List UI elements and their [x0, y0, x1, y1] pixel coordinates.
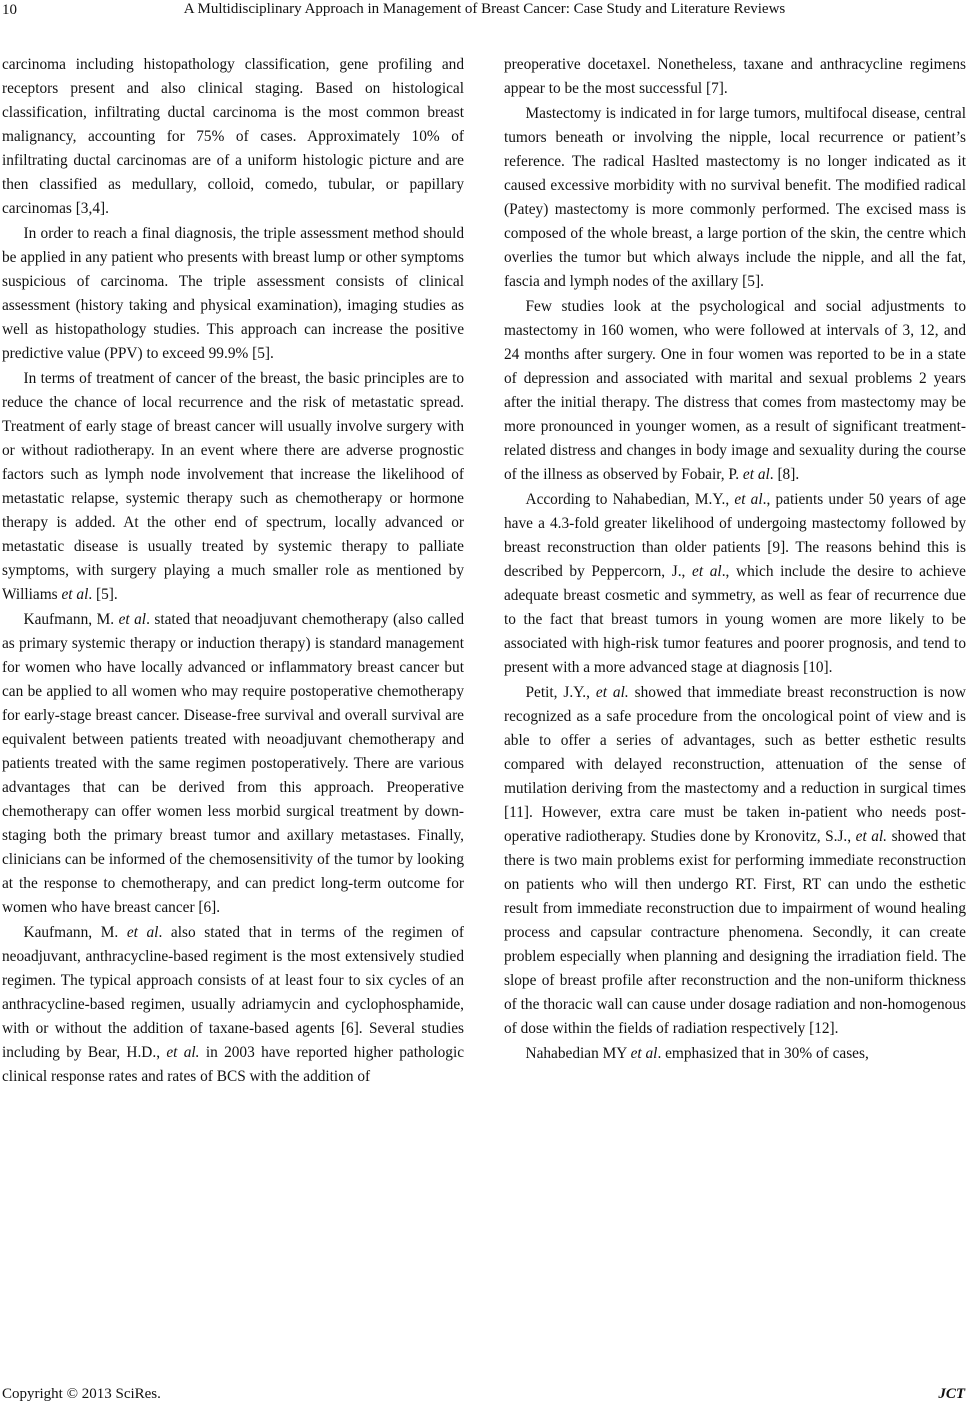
page-footer — [2, 1386, 965, 1410]
copyright: Copyright © 2013 SciRes. — [2, 1386, 161, 1402]
paragraph: In terms of treatment of cancer of the breast, the basic principles are to reduce the chance of local recurrence and the risk of metastatic spread. Treatment of early stage of breast cancer will usually involve surgery with or without radiotherapy. In an event where there are adverse prognostic factors such as lymph node involvement that increase the likelihood of metastatic relapse, systemic therapy such as chemotherapy or hormone therapy is added. At the other end of spectrum, locally advanced or metastatic disease is usually treated by systemic therapy to palliate symptoms, with surgery playing a much smaller role as mentioned by Williams et al. [5]. — [2, 369, 464, 604]
left-column — [2, 53, 464, 1090]
paragraph: Few studies look at the psychological and social adjustments to mastectomy in 160 women, who were followed at intervals of 3, 12, and 24 months after surgery. One in four women was reported to be in a state of depression and associated with marital and sexual problems 2 years after the initial therapy. The distress that comes from mastectomy may be more pronounced in younger women, as a result of significant treatment-related distress and changes in body image and sexuality during the course of the illness as observed by Fobair, P. et al. [8]. — [504, 297, 966, 483]
paragraph: Kaufmann, M. et al. also stated that in terms of the regimen of neoadjuvant, anthracycline-based regiment is the most extensively studied regimen. The typical approach consists of at least four to six cycles of an anthracycline-based regimen, usually adriamycin and cyclophosphamide, with or without the addition of taxane-based agents [6]. Several studies including by Bear, H.D., et al. in 2003 have reported higher pathologic clinical response rates and rates of BCS with the addition of — [2, 924, 465, 1086]
running-title: A Multidisciplinary Approach in Management of Breast Cancer: Case Study and Literature Reviews — [183, 1, 786, 17]
paragraph: carcinoma including histopathology classification, gene profiling and receptors present and also clinical staging. Based on histological classification, infiltrating ductal carcinoma is the most common breast malignancy, accounting for 75% of cases. Approximately 10% of infiltrating ductal carcinomas are of a uniform histologic picture and are then classified as medullary, colloid, comedo, tubular, or papillary carcinomas [3,4]. — [2, 56, 464, 218]
paragraph: Mastectomy is indicated in for large tumors, multifocal disease, central tumors beneath or involving the nipple, local recurrence or patient’s reference. The radical Haslted mastectomy is no longer indicated as it caused excessive morbidity with no survival benefit. The modified radical (Patey) mastectomy is more commonly performed. The excised mass is composed of the whole breast, a large portion of the skin, the centre which overlies the tumor but which always include the nipple, and all the fat, fascia and lymph nodes of the axillary [5]. — [504, 104, 966, 291]
paragraph: Kaufmann, M. et al. stated that neoadjuvant chemotherapy (also called as primary systemic therapy or induction therapy) is standard management for women who have locally advanced or inflammatory breast cancer but can be applied to all women who may require postoperative chemotherapy for early-stage breast cancer. Disease-free survival and overall survival are equivalent between patients treated with neoadjuvant chemotherapy and patients treated with the same regimen postoperatively. There are various advantages that can be derived from this approach. Preoperative chemotherapy can offer women less morbid surgical treatment by down-staging both the primary breast tumor and axillary metastases. Finally, clinicians can be informed of the chemosensitivity of the tumor by looking at the response to chemotherapy, and can predict long-term outcome for women who have breast cancer [6]. — [2, 610, 464, 917]
paragraph: Nahabedian MY et al. emphasized that in 30% of cases, — [525, 1044, 869, 1062]
paragraph: According to Nahabedian, M.Y., et al., patients under 50 years of age have a 4.3-fold greater likelihood of undergoing mastectomy followed by breast reconstruction than older patients [9]. The reasons behind this is described by Peppercorn, J., et al., which include the desire to achieve adequate breast cosmetic and symmetry, as well as fear of recurrence due to the fact that breast tumors in young women are more likely to be associated with high-risk tumor features and poorer prognosis, and tend to present with a more advanced stage at diagnosis [10]. — [504, 490, 966, 676]
paragraph: Petit, J.Y., et al. showed that immediate breast reconstruction is now recognized as a safe procedure from the oncological point of view and is able to offer a series of advantages, such as better esthetic results compared with delayed reconstruction, attenuation of the sense of mutilation deriving from the mastectomy and a reduction in surgical times [11]. However, extra care must be taken in-patient who needs post-operative radiotherapy. Studies done by Kronovitz, S.J., et al. showed that there is two main problems exist for performing immediate reconstruction on patients who will then undergo RT. First, RT can undo the esthetic result from immediate reconstruction due to impairment of wound healing process and capsular contracture phenomena. Secondly, it can create problem especially when planning and designing the irradiation field. The slope of breast profile after reconstruction and the non-uniform thickness of the thoracic wall can cause under dosage radiation and non-homogenous of dose within the fields of radiation respectively [12]. — [504, 683, 967, 1038]
right-column — [504, 53, 966, 1067]
page-header — [0, 0, 969, 24]
paragraph: In order to reach a final diagnosis, the triple assessment method should be applied in any patient who presents with breast lump or other symptoms suspicious of carcinoma. The triple assessment consists of clinical assessment (history taking and physical examination), imaging studies as well as histopathology studies. This approach can increase the positive predictive value (PPV) to exceed 99.9% [5]. — [2, 224, 464, 363]
journal-abbrev: JCT — [938, 1386, 965, 1402]
page-number: 10 — [2, 2, 17, 18]
paragraph: preoperative docetaxel. Nonetheless, taxane and anthracycline regimens appear to be the most successful [7]. — [504, 56, 966, 98]
